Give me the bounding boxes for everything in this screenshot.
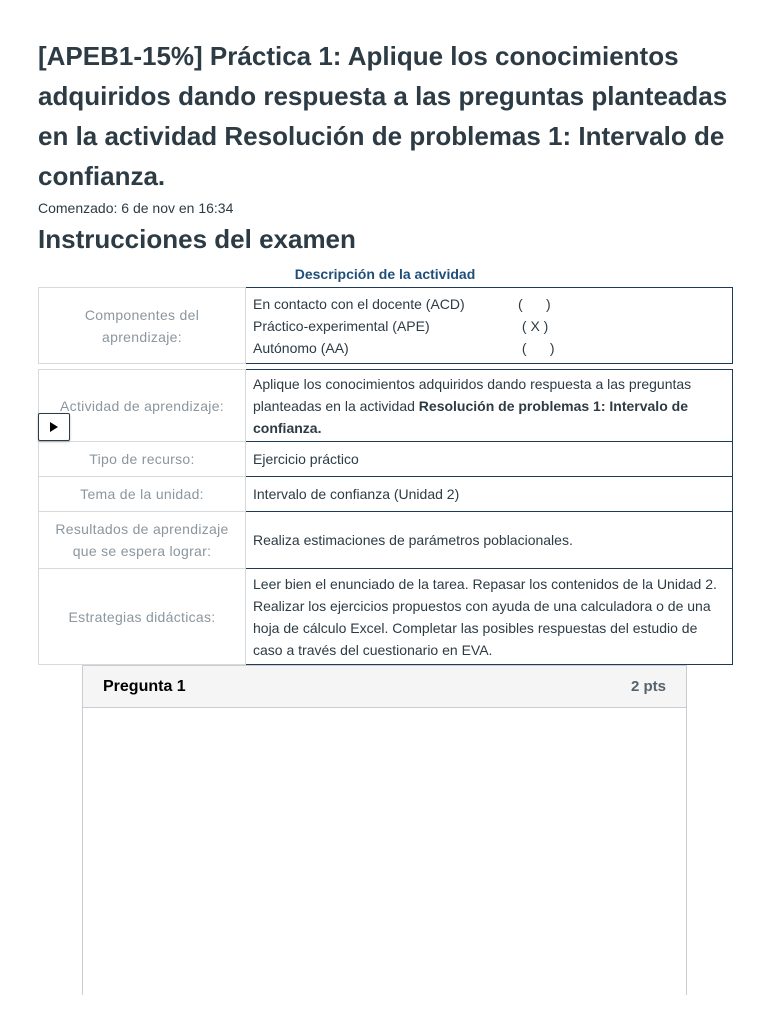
component-name: En contacto con el docente (ACD) — [253, 295, 465, 312]
unit-topic-value: Intervalo de confianza (Unidad 2) — [246, 477, 733, 512]
resource-type-label: Tipo de recurso: — [39, 442, 246, 477]
unit-topic-label: Tema de la unidad: — [39, 477, 246, 512]
learning-activity-bold: Resolución de problemas 1: Intervalo de confianza. — [253, 397, 688, 436]
list-item — [253, 293, 725, 315]
instructions-heading: Instrucciones del examen — [38, 224, 356, 254]
list-item — [253, 315, 725, 337]
component-mark: ( ) — [518, 295, 551, 312]
component-name: Práctico-experimental (APE) — [253, 317, 430, 334]
question-header — [83, 666, 686, 708]
expected-results-label: Resultados de aprendizaje que se espera lograr: — [39, 512, 246, 569]
page-title: [APEB1-15%] Práctica 1: Aplique los conocimientos adquiridos dando respuesta a las preguntas planteadas en la actividad Resolución de problemas 1: Intervalo de confianza. — [38, 41, 728, 191]
component-mark: ( X ) — [518, 317, 549, 334]
components-label: Componentes del aprendizaje: — [39, 288, 246, 364]
learning-activity-label: Actividad de aprendizaje: — [39, 370, 246, 442]
table-caption: Descripción de la actividad — [294, 266, 476, 282]
component-mark: ( ) — [518, 339, 555, 356]
component-name: Autónomo (AA) — [253, 339, 349, 356]
table-row — [39, 569, 733, 665]
started-timestamp: Comenzado: 6 de nov en 16:34 — [38, 200, 234, 216]
question-name: Pregunta 1 — [103, 677, 186, 695]
strategies-label: Estrategias didácticas: — [39, 569, 246, 665]
learning-activity-text: Aplique los conocimientos adquiridos dando respuesta a las preguntas planteadas en la actividad — [253, 375, 692, 414]
expected-results-value: Realiza estimaciones de parámetros poblacionales. — [246, 512, 733, 569]
table-row — [39, 442, 733, 477]
strategies-value: Leer bien el enunciado de la tarea. Repasar los contenidos de la Unidad 2. Realizar los ejercicios propuestos con ayuda de una calculadora o de una hoja de cálculo Excel. Completar las posibles respuestas del estudio de caso a través del cuestionario en EVA. — [246, 569, 733, 665]
activity-description-table — [38, 287, 733, 665]
table-row — [39, 477, 733, 512]
question-points: 2 pts — [630, 678, 666, 695]
play-icon — [50, 422, 58, 432]
components-value — [246, 288, 733, 364]
table-row — [39, 512, 733, 569]
learning-activity-value — [246, 370, 733, 442]
question-card — [82, 665, 687, 995]
list-item — [253, 337, 725, 359]
play-button[interactable] — [38, 413, 70, 441]
table-row — [39, 370, 733, 442]
table-row — [39, 288, 733, 364]
resource-type-value: Ejercicio práctico — [246, 442, 733, 477]
